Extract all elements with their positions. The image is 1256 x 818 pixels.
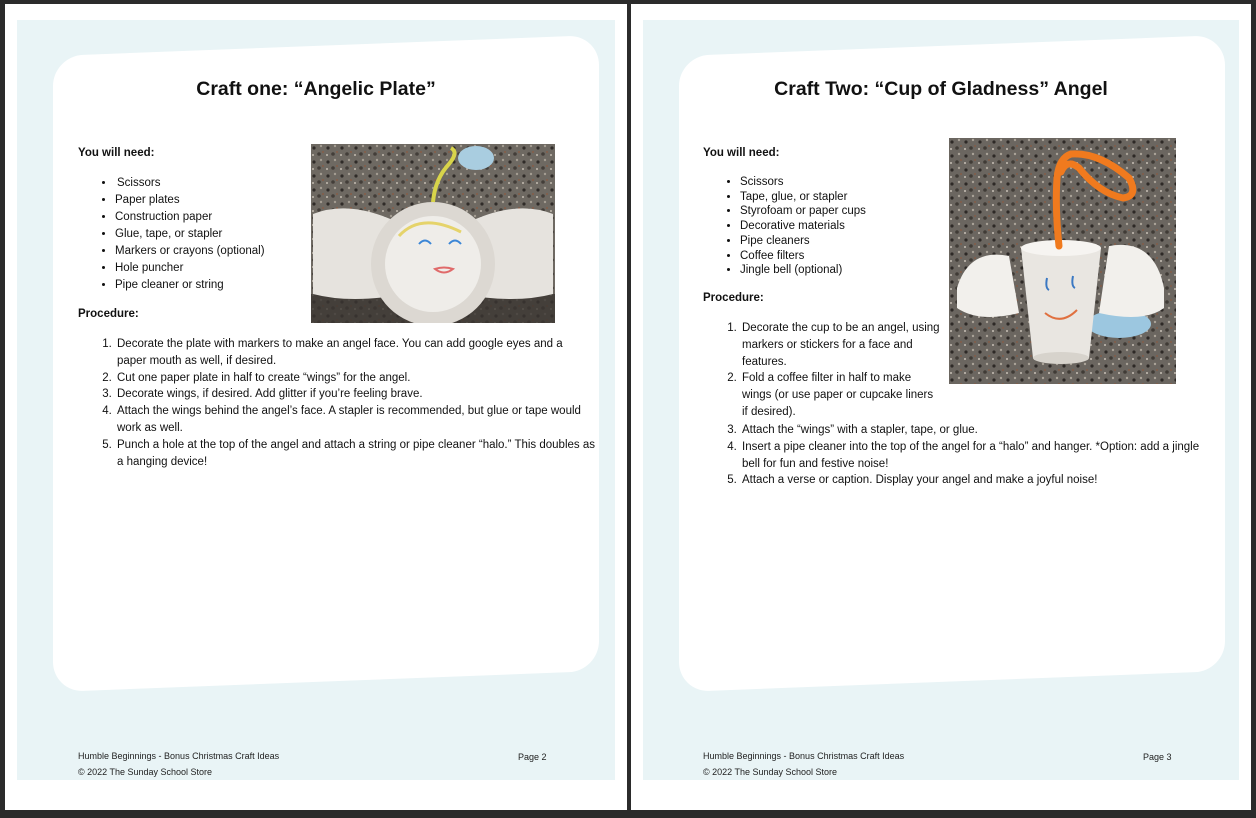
list-item: • Pipe cleaner or string: [115, 277, 265, 294]
list-item: 1. Decorate the cup to be an angel, using markers or stickers for a face and features.: [740, 320, 940, 370]
page-number: Page 3: [1143, 752, 1172, 762]
list-item: • Pipe cleaners: [740, 234, 866, 249]
page-2: [5, 4, 627, 810]
materials-list: [79, 175, 265, 294]
footer-copyright: © 2022 The Sunday School Store: [78, 767, 213, 777]
list-item: • Scissors: [740, 175, 866, 190]
materials-list: [704, 175, 866, 278]
footer-title: Humble Beginnings - Bonus Christmas Craft Ideas: [703, 751, 905, 761]
list-item: • Paper plates: [115, 192, 265, 209]
paper-plate-angel-photo: [311, 144, 555, 323]
list-item: • Markers or crayons (optional): [115, 243, 265, 260]
needs-heading: You will need:: [703, 147, 780, 159]
list-item: 3. Decorate wings, if desired. Add glitter if you’re feeling brave.: [115, 386, 595, 403]
footer-copyright: © 2022 The Sunday School Store: [703, 767, 838, 777]
list-item: • Construction paper: [115, 209, 265, 226]
list-item: 1. Decorate the plate with markers to make an angel face. You can add google eyes and a paper mouth as well, if desired.: [115, 336, 595, 370]
procedure-list-part-2: [704, 422, 1200, 489]
footer-title: Humble Beginnings - Bonus Christmas Craft Ideas: [78, 751, 280, 761]
list-item: 5. Attach a verse or caption. Display your angel and make a joyful noise!: [740, 472, 1200, 489]
list-item: 4. Insert a pipe cleaner into the top of the angel for a “halo” and hanger. *Option: add a jingle bell for fun and festive noise!: [740, 439, 1200, 473]
list-item: • Coffee filters: [740, 249, 866, 264]
needs-heading: You will need:: [78, 147, 155, 159]
procedure-list-part-1: [704, 320, 940, 421]
procedure-list: [79, 336, 595, 470]
footer: [703, 748, 904, 780]
list-item: • Styrofoam or paper cups: [740, 204, 866, 219]
procedure-heading: Procedure:: [703, 292, 764, 304]
list-item: • Decorative materials: [740, 219, 866, 234]
list-item: 3. Attach the “wings” with a stapler, tape, or glue.: [740, 422, 1200, 439]
list-item: 5. Punch a hole at the top of the angel and attach a string or pipe cleaner “halo.” This doubles as a hanging device!: [115, 437, 595, 471]
cup-angel-photo: [949, 138, 1176, 384]
list-item: 2. Fold a coffee filter in half to make wings (or use paper or cupcake liners if desired).: [740, 370, 940, 420]
page-3: [631, 4, 1251, 810]
list-item: • Hole puncher: [115, 260, 265, 277]
footer: [78, 748, 279, 780]
page-number: Page 2: [518, 752, 547, 762]
list-item: • Jingle bell (optional): [740, 263, 866, 278]
page-title: Craft one: “Angelic Plate”: [196, 78, 436, 100]
list-item: • Glue, tape, or stapler: [115, 226, 265, 243]
list-item: • Scissors: [115, 175, 265, 192]
page-title: Craft Two: “Cup of Gladness” Angel: [774, 78, 1108, 100]
list-item: • Tape, glue, or stapler: [740, 190, 866, 205]
list-item: 4. Attach the wings behind the angel’s face. A stapler is recommended, but glue or tape would work as well.: [115, 403, 595, 437]
procedure-heading: Procedure:: [78, 308, 139, 320]
list-item: 2. Cut one paper plate in half to create “wings” for the angel.: [115, 370, 595, 387]
